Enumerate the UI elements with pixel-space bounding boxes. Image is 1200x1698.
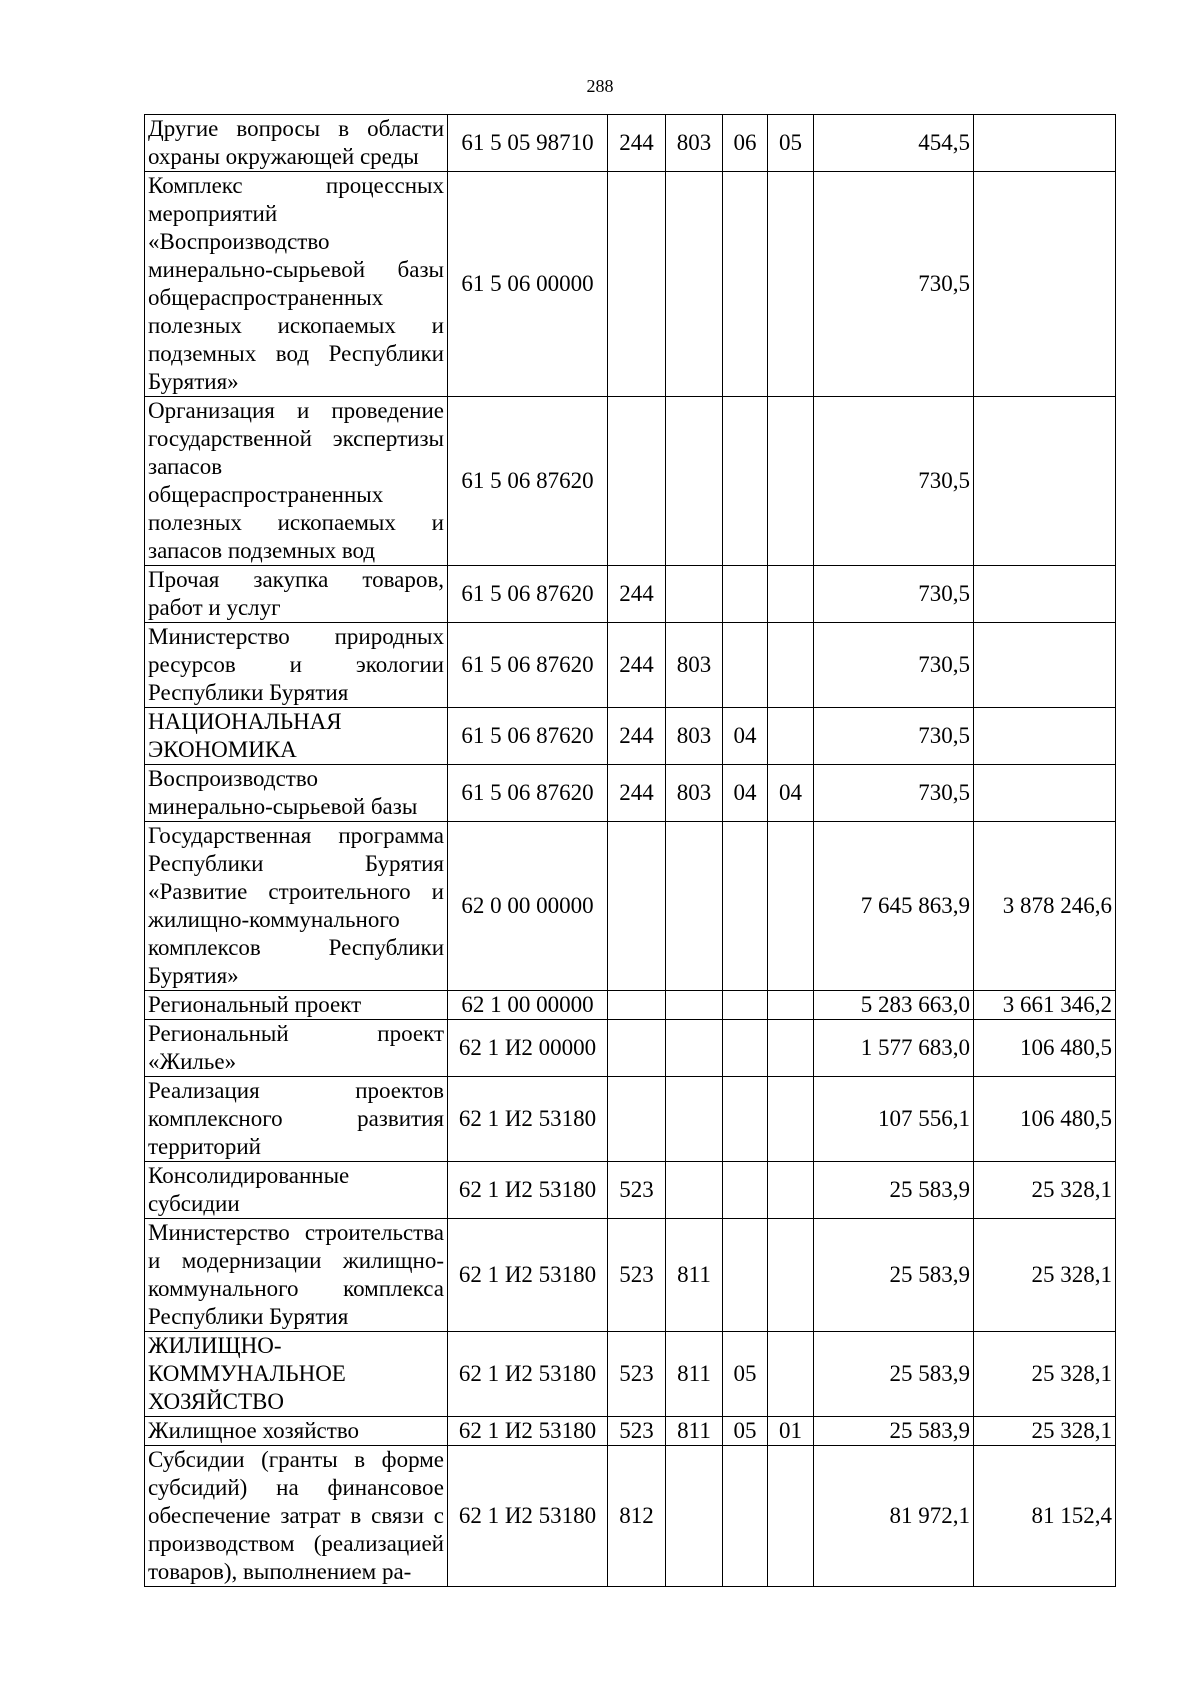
expense-type: 523 — [608, 1162, 666, 1219]
table-row — [145, 397, 1116, 566]
subsection-code — [768, 566, 814, 623]
expense-type — [608, 397, 666, 566]
target-code: 61 5 06 87620 — [448, 708, 608, 765]
amount-year-2: 3 661 346,2 — [974, 991, 1116, 1020]
row-name: Организация и проведение государственной экспертизы запасов общераспространенных полезных ископаемых и запасов подземных вод — [145, 397, 448, 566]
budget-table — [144, 114, 1116, 1587]
amount-year-2 — [974, 172, 1116, 397]
admin-code: 803 — [666, 623, 723, 708]
section-code — [723, 1446, 768, 1587]
target-code: 62 1 И2 53180 — [448, 1219, 608, 1332]
row-name: Министерство природных ресурсов и экологии Республики Бурятия — [145, 623, 448, 708]
expense-type — [608, 991, 666, 1020]
expense-type — [608, 172, 666, 397]
section-code — [723, 566, 768, 623]
subsection-code: 04 — [768, 765, 814, 822]
amount-year-2: 81 152,4 — [974, 1446, 1116, 1587]
amount-year-2 — [974, 765, 1116, 822]
amount-year-2: 106 480,5 — [974, 1020, 1116, 1077]
table-row — [145, 115, 1116, 172]
subsection-code — [768, 991, 814, 1020]
amount-year-1: 25 583,9 — [814, 1417, 974, 1446]
table-row — [145, 1020, 1116, 1077]
row-name: Другие вопросы в области охраны окружающей среды — [145, 115, 448, 172]
subsection-code — [768, 1446, 814, 1587]
amount-year-1: 107 556,1 — [814, 1077, 974, 1162]
expense-type: 244 — [608, 115, 666, 172]
table-row — [145, 1332, 1116, 1417]
row-name: Региональный проект — [145, 991, 448, 1020]
section-code — [723, 991, 768, 1020]
subsection-code — [768, 172, 814, 397]
admin-code — [666, 822, 723, 991]
row-name: Министерство строительства и модернизации жилищно-коммунального комплекса Республики Бурятия — [145, 1219, 448, 1332]
section-code — [723, 822, 768, 991]
admin-code: 811 — [666, 1332, 723, 1417]
table-row — [145, 991, 1116, 1020]
subsection-code — [768, 1219, 814, 1332]
amount-year-1: 730,5 — [814, 708, 974, 765]
section-code: 06 — [723, 115, 768, 172]
amount-year-2: 3 878 246,6 — [974, 822, 1116, 991]
table-row — [145, 1446, 1116, 1587]
expense-type: 523 — [608, 1219, 666, 1332]
table-row — [145, 566, 1116, 623]
table-row — [145, 822, 1116, 991]
table-row — [145, 1219, 1116, 1332]
admin-code — [666, 172, 723, 397]
target-code: 61 5 06 87620 — [448, 397, 608, 566]
amount-year-2: 25 328,1 — [974, 1417, 1116, 1446]
subsection-code — [768, 1077, 814, 1162]
table-row — [145, 765, 1116, 822]
subsection-code: 05 — [768, 115, 814, 172]
target-code: 61 5 06 87620 — [448, 566, 608, 623]
target-code: 62 1 И2 53180 — [448, 1417, 608, 1446]
expense-type: 812 — [608, 1446, 666, 1587]
row-name: Региональный проект «Жилье» — [145, 1020, 448, 1077]
amount-year-2: 106 480,5 — [974, 1077, 1116, 1162]
amount-year-1: 730,5 — [814, 397, 974, 566]
admin-code: 803 — [666, 708, 723, 765]
row-name: Консолидированные субсидии — [145, 1162, 448, 1219]
target-code: 62 1 И2 53180 — [448, 1077, 608, 1162]
admin-code — [666, 1162, 723, 1219]
subsection-code — [768, 1162, 814, 1219]
subsection-code — [768, 822, 814, 991]
row-name: Воспроизводство минерально-сырьевой базы — [145, 765, 448, 822]
subsection-code — [768, 397, 814, 566]
target-code: 62 1 И2 53180 — [448, 1332, 608, 1417]
table-row — [145, 623, 1116, 708]
expense-type: 244 — [608, 623, 666, 708]
amount-year-1: 730,5 — [814, 765, 974, 822]
amount-year-1: 454,5 — [814, 115, 974, 172]
target-code: 62 1 И2 00000 — [448, 1020, 608, 1077]
row-name: Субсидии (гранты в форме субсидий) на финансовое обеспечение затрат в связи с производством (реализацией товаров), выполнением ра- — [145, 1446, 448, 1587]
admin-code: 811 — [666, 1417, 723, 1446]
row-name: Жилищное хозяйство — [145, 1417, 448, 1446]
subsection-code — [768, 1332, 814, 1417]
section-code — [723, 172, 768, 397]
amount-year-1: 7 645 863,9 — [814, 822, 974, 991]
admin-code: 811 — [666, 1219, 723, 1332]
admin-code: 803 — [666, 115, 723, 172]
row-name: Прочая закупка товаров, работ и услуг — [145, 566, 448, 623]
amount-year-1: 5 283 663,0 — [814, 991, 974, 1020]
section-code — [723, 623, 768, 708]
section-code — [723, 1077, 768, 1162]
admin-code — [666, 1446, 723, 1587]
amount-year-2: 25 328,1 — [974, 1162, 1116, 1219]
amount-year-2 — [974, 115, 1116, 172]
expense-type — [608, 1020, 666, 1077]
amount-year-1: 25 583,9 — [814, 1219, 974, 1332]
target-code: 62 1 00 00000 — [448, 991, 608, 1020]
amount-year-2 — [974, 397, 1116, 566]
admin-code — [666, 991, 723, 1020]
amount-year-1: 81 972,1 — [814, 1446, 974, 1587]
amount-year-1: 1 577 683,0 — [814, 1020, 974, 1077]
admin-code — [666, 566, 723, 623]
target-code: 62 1 И2 53180 — [448, 1162, 608, 1219]
amount-year-1: 730,5 — [814, 566, 974, 623]
row-name: ЖИЛИЩНО-КОММУНАЛЬНОЕ ХОЗЯЙСТВО — [145, 1332, 448, 1417]
expense-type: 523 — [608, 1332, 666, 1417]
admin-code: 803 — [666, 765, 723, 822]
table-row — [145, 1417, 1116, 1446]
expense-type: 523 — [608, 1417, 666, 1446]
section-code: 04 — [723, 765, 768, 822]
row-name: НАЦИОНАЛЬНАЯ ЭКОНОМИКА — [145, 708, 448, 765]
section-code — [723, 397, 768, 566]
admin-code — [666, 397, 723, 566]
amount-year-2 — [974, 708, 1116, 765]
target-code: 61 5 06 87620 — [448, 623, 608, 708]
amount-year-1: 25 583,9 — [814, 1162, 974, 1219]
amount-year-2: 25 328,1 — [974, 1219, 1116, 1332]
amount-year-1: 730,5 — [814, 172, 974, 397]
amount-year-1: 730,5 — [814, 623, 974, 708]
expense-type: 244 — [608, 765, 666, 822]
expense-type — [608, 822, 666, 991]
subsection-code — [768, 623, 814, 708]
section-code — [723, 1162, 768, 1219]
expense-type: 244 — [608, 566, 666, 623]
section-code: 05 — [723, 1332, 768, 1417]
admin-code — [666, 1077, 723, 1162]
section-code — [723, 1219, 768, 1332]
subsection-code — [768, 708, 814, 765]
target-code: 61 5 05 98710 — [448, 115, 608, 172]
expense-type — [608, 1077, 666, 1162]
subsection-code — [768, 1020, 814, 1077]
table-row — [145, 708, 1116, 765]
section-code — [723, 1020, 768, 1077]
admin-code — [666, 1020, 723, 1077]
table-row — [145, 172, 1116, 397]
row-name: Реализация проектов комплексного развития территорий — [145, 1077, 448, 1162]
page-number: 288 — [586, 76, 614, 96]
target-code: 61 5 06 00000 — [448, 172, 608, 397]
amount-year-1: 25 583,9 — [814, 1332, 974, 1417]
target-code: 62 1 И2 53180 — [448, 1446, 608, 1587]
row-name: Государственная программа Республики Бурятия «Развитие строительного и жилищно-коммунального комплексов Республики Бурятия» — [145, 822, 448, 991]
table-row — [145, 1162, 1116, 1219]
expense-type: 244 — [608, 708, 666, 765]
row-name: Комплекс процессных мероприятий «Воспроизводство минерально-сырьевой базы общераспространенных полезных ископаемых и подземных вод Республики Бурятия» — [145, 172, 448, 397]
target-code: 62 0 00 00000 — [448, 822, 608, 991]
amount-year-2: 25 328,1 — [974, 1332, 1116, 1417]
amount-year-2 — [974, 623, 1116, 708]
section-code: 04 — [723, 708, 768, 765]
amount-year-2 — [974, 566, 1116, 623]
target-code: 61 5 06 87620 — [448, 765, 608, 822]
subsection-code: 01 — [768, 1417, 814, 1446]
section-code: 05 — [723, 1417, 768, 1446]
table-row — [145, 1077, 1116, 1162]
